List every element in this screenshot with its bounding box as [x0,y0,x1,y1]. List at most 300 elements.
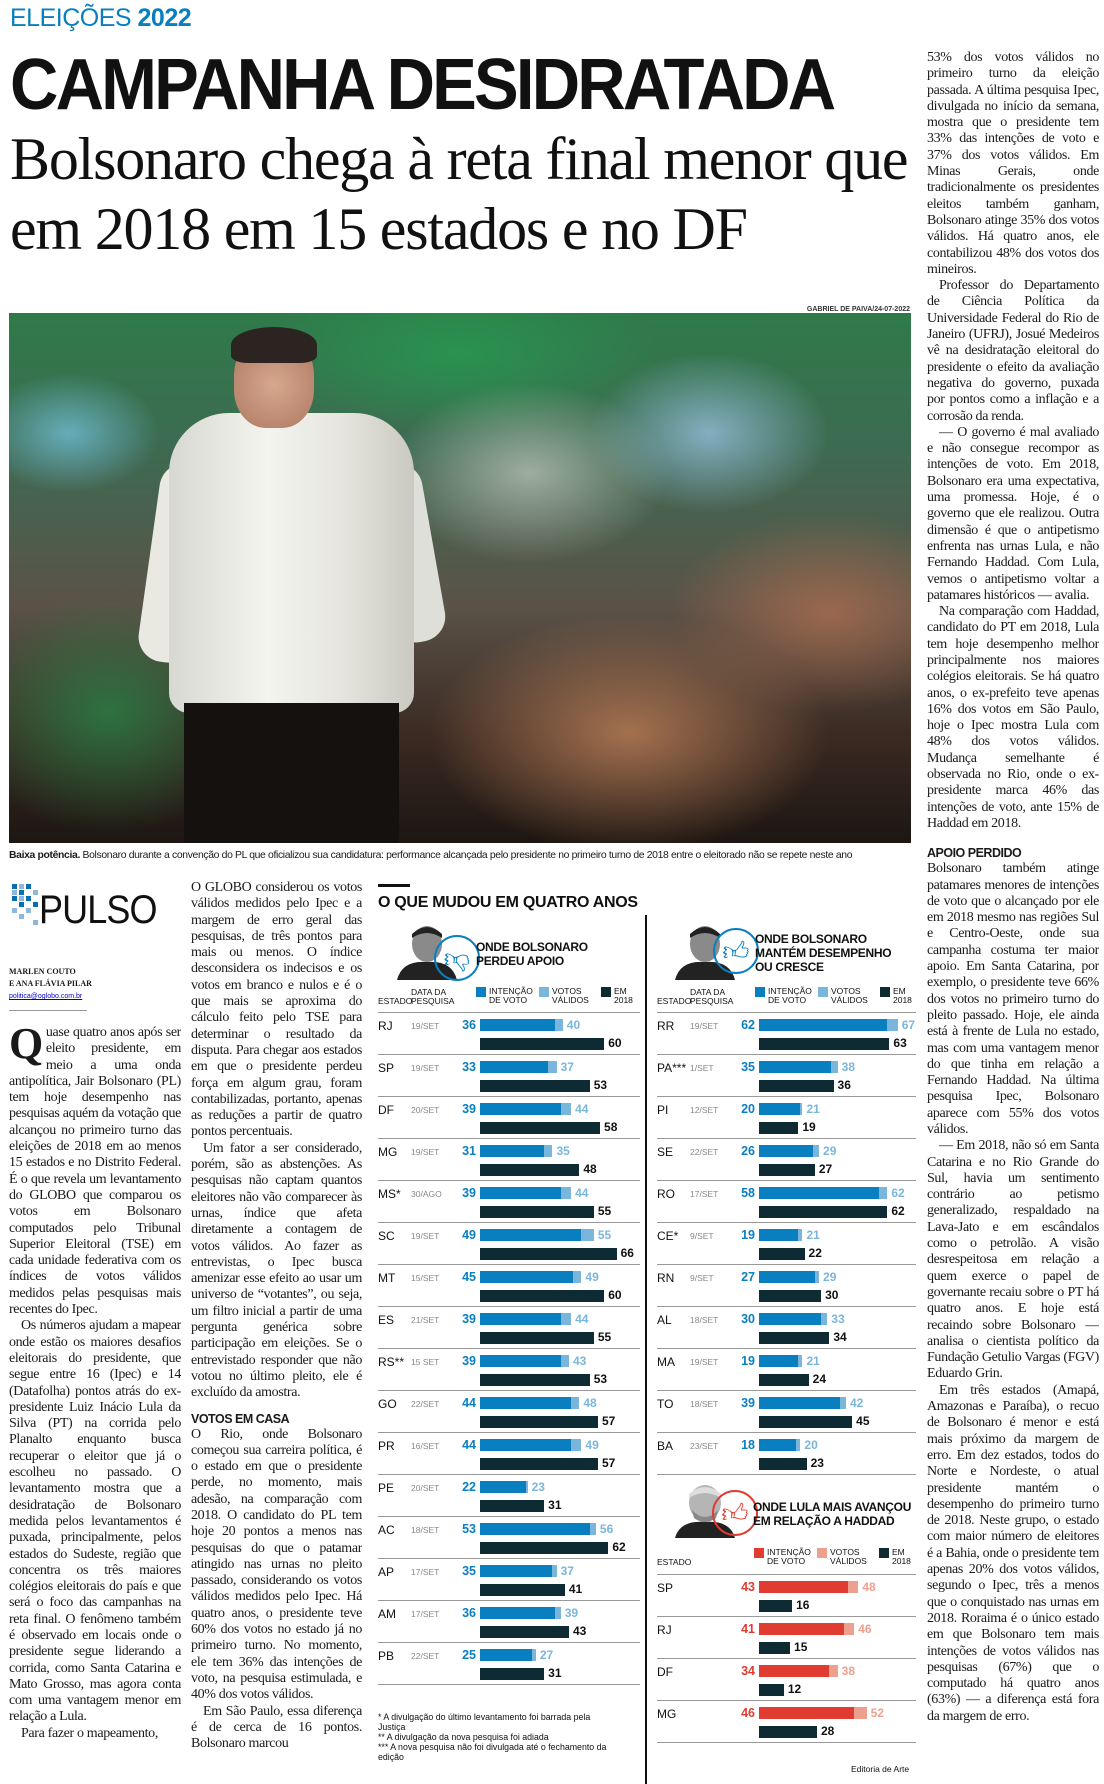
votes-2018-bar [480,1458,598,1470]
intent-bar [480,1397,571,1409]
chart-legend [378,987,640,1011]
valid-votes-value: 62 [891,1186,905,1200]
table-row [378,1600,640,1642]
votes-2018-bar [759,1038,889,1050]
votes-2018-bar [480,1542,608,1554]
survey-date: 19/SET [411,1063,440,1073]
state-label: PI [657,1103,669,1117]
table-row [378,1264,640,1306]
legend-intent: INTENÇÃO DE VOTO [754,1548,811,1566]
table-row [657,1222,916,1264]
legend-2018: EM 2018 [880,987,912,1005]
valid-votes-value: 52 [870,1706,884,1720]
thumbs-up-icon: 👍︎ [712,1490,758,1536]
legend-swatch [601,987,611,997]
main-photo [9,313,911,843]
votes-2018-bar [759,1416,852,1428]
legend-intent: INTENÇÃO DE VOTO [755,987,812,1005]
thumbs-down-icon: 👎︎ [434,935,480,981]
votes-2018-value: 31 [548,1498,562,1512]
section-heading: VOTOS EM CASA [191,1411,290,1426]
votes-2018-bar [480,1122,600,1134]
state-label: RJ [657,1623,672,1637]
divider [9,1010,87,1011]
valid-votes-value: 48 [862,1580,876,1594]
section-heading: APOIO PERDIDO [927,846,1022,861]
article-paragraph: Os números ajudam a mapear onde estão os maiores desafios eleitorais do presidente, que segue entre 16 (Ipec) e 14 (Datafolha) pontos atrás do ex-presidente Luiz Inácio Lula da Silva (PT) na corrida pelo Planalto enquanto busca recuperar o eleitor que já o escolheu no passado. O levantamento mostra que a desidratação de Bolsonaro medida pelos levantamentos é puxada, principalmente, pelos estados do Sudeste, região que concentra os três maiores colégios eleitorais do país e que será o foco das campanhas na reta final. O fenômeno também é observado em locais onde o presidente segue liderando a corrida, como Santa Catarina e Mato Grosso, mas agora conta com uma vantagem menor em relação a Lula. [9,1318,181,1725]
intent-bar [480,1439,571,1451]
state-label: CE* [657,1229,679,1243]
legend-valid: VOTOS VÁLIDOS [539,987,589,1005]
survey-date: 16/SET [411,1441,440,1451]
votes-2018-value: 28 [820,1724,835,1738]
photo-figure-pants [184,703,399,843]
votes-2018-bar [759,1122,798,1134]
votes-2018-bar [759,1684,784,1696]
votes-2018-bar [759,1248,805,1260]
article-paragraph: O Rio, onde Bolsonaro começou sua carreira política, é o estado em que o presidente perde, no momento, mais adesão, na comparação com 2018. O candidato do PL tem hoje 20 pontos a menos nas pesquisas do que o patamar atingido nas urnas no pleito passado, considerando os votos válidos medidos pelo Ipec. Há quatro anos, o presidente teve 60% dos votos no estado já no primeiro turno. No momento, ele tem 36% das intenções de voto, na pesquisa estimulada, e 40% dos votos válidos. [191,1426,362,1703]
article-column-2 [191,880,362,1784]
survey-date: 23/SET [690,1441,719,1451]
state-label: PB [378,1649,395,1663]
intent-bar [759,1019,887,1031]
intent-bar [759,1061,831,1073]
votes-2018-bar [759,1642,790,1654]
table-row [657,1616,916,1658]
state-label: AP [378,1565,395,1579]
state-label: SP [378,1061,395,1075]
intent-bar [480,1313,561,1325]
state-label: MS* [378,1187,401,1201]
votes-2018-bar [759,1080,834,1092]
article-paragraph: 53% dos votos válidos no primeiro turno da eleição passada. A última pesquisa Ipec, divulgada no início da semana, mostra que o presidente tem 33% das intenções de voto e 37% dos votos válidos. Em Minas Gerais, onde tradicionalmente os presidentes eleitos também ganham, Bolsonaro atinge 35% dos votos válidos. Há quatro anos, ele contabilizou 48% dos votos dos mineiros. [927,50,1099,277]
survey-date: 20/SET [411,1105,440,1115]
intent-bar [480,1481,526,1493]
article-paragraph: Em São Paulo, essa diferença é de cerca de 16 pontos. Bolsonaro marcou [191,1703,362,1752]
divider [657,1474,916,1475]
state-label: ES [378,1313,395,1327]
votes-2018-bar [480,1248,617,1260]
intent-value: 53 [462,1522,476,1536]
intent-bar [480,1271,573,1283]
intent-value: 22 [462,1480,476,1494]
votes-2018-value: 30 [825,1288,839,1302]
votes-2018-value: 58 [604,1120,618,1134]
photo-figure-shirt [169,413,414,713]
survey-date: 17/SET [411,1567,440,1577]
votes-2018-bar [480,1374,590,1386]
article-paragraph: Um fator a ser considerado, porém, são as abstenções. As pesquisas não captam quantos eleitores não vão comparecer às urnas, índice que afeta diretamente a contagem de votos válidos. Ao fazer as entrevistas, o Ipec busca amenizar esse efeito ao usar um universo de “votantes”, ou seja, um filtro inicial a partir de uma pergunta genérica sobre participação em eleições. Se o entrevistado responder que não votou no último pleito, ele é excluído da amostra. [191,1140,362,1401]
intent-bar [759,1623,844,1635]
intent-bar [480,1145,544,1157]
legend-date: DATA DA PESQUISA [690,987,734,1006]
valid-votes-value: 49 [585,1438,599,1452]
photo-caption: Baixa potência. Bolsonaro durante a convenção do PL que oficializou sua candidatura: performance alcançada pelo presidente no primeiro turno de 2018 entre o eleitorado não se repete neste ano [9,850,853,861]
table-row [657,1390,916,1432]
legend-swatch [880,987,890,997]
intent-bar [480,1523,590,1535]
state-label: BA [657,1439,674,1453]
intent-value: 49 [462,1228,476,1242]
survey-date: 9/SET [690,1273,714,1283]
intent-value: 35 [462,1564,476,1578]
article-paragraph: Em três estados (Amapá, Amazonas e Paraíba), o recuo de Bolsonaro é menor e está mais próximo da margem de erro. Em dez estados, todos do Norte e Nordeste, o atual presidente mantém o desempenho do primeiro turno de 2018. Neste grupo, o estado com maior número de eleitores é a Bahia, onde o presidente tem apenas 20% dos votos válidos, segundo o Ipec, três a menos que o conquistado nas urnas em 2018. Roraima é o único estado em que Bolsonaro tem mais intenções de votos válidos nas pesquisas (67%) que o computado há quatro anos (63%) — a diferença está fora da margem de erro. [927,1382,1099,1724]
state-label: MG [657,1707,677,1721]
article-column-1 [9,1025,181,1784]
votes-2018-bar [759,1164,815,1176]
votes-2018-bar [759,1726,817,1738]
survey-date: 15/SET [411,1273,440,1283]
state-label: MT [378,1271,396,1285]
votes-2018-value: 36 [837,1078,851,1092]
pulso-pixel-icon [9,882,39,938]
chart-legend [657,987,916,1011]
intent-value: 27 [741,1270,755,1284]
intent-value: 36 [462,1018,476,1032]
article-paragraph: Quase quatro anos após ser eleito presidente, em meio a uma onda antipolítica, Jair Bolsonaro (PL) tem hoje desempenho nas pesquisas aquém da votação que alcançou no primeiro turno das eleições de 2018 em ao menos 15 estados e no Distrito Federal. É o que revela um levantamento do GLOBO que comparou os votos em Bolsonaro computados pelo Tribunal Superior Eleitoral (TSE) em cada unidade federativa com os índices de votos válidos medidos pelas pesquisas mais recentes do Ipec. [9,1025,181,1318]
divider [645,915,647,1784]
votes-2018-value: 24 [812,1372,827,1386]
photo-figure-hair [231,327,317,363]
votes-2018-bar [759,1332,829,1344]
table-row [378,1306,640,1348]
state-label: AL [657,1313,672,1327]
table-row [657,1574,916,1616]
article-paragraph: — O governo é mal avaliado e não consegue recompor as intenções de voto. Em 2018, Bolsonaro era uma expectativa, uma promessa. Hoje, é o governo que ele realizou. Outra dimensão é que o antipetismo enfrenta nas urnas Lula, e não Fernando Haddad. Com Lula, vemos o antipetismo voltar a patamares históricos — avalia. [927,424,1099,603]
state-label: MA [657,1355,675,1369]
votes-2018-value: 53 [593,1372,608,1386]
intent-value: 18 [741,1438,755,1452]
table-row [378,1348,640,1390]
valid-votes-value: 20 [804,1438,818,1452]
votes-2018-value: 57 [601,1456,616,1470]
votes-2018-value: 66 [620,1246,634,1260]
table-row [378,1642,640,1684]
intent-value: 45 [462,1270,476,1284]
survey-date: 12/SET [690,1105,719,1115]
votes-2018-value: 53 [593,1078,608,1092]
survey-date: 19/SET [411,1231,440,1241]
legend-state: ESTADO [378,996,413,1006]
table-row [378,1054,640,1096]
intent-value: 36 [462,1606,476,1620]
valid-votes-value: 49 [585,1270,599,1284]
valid-votes-value: 38 [841,1664,856,1678]
votes-2018-bar [480,1500,544,1512]
state-label: PE [378,1481,395,1495]
valid-votes-value: 21 [806,1354,820,1368]
intent-value: 46 [741,1706,755,1720]
valid-votes-value: 38 [841,1060,856,1074]
intent-value: 43 [741,1580,755,1594]
votes-2018-value: 48 [583,1162,597,1176]
article-paragraph: Para fazer o mapeamento, [21,1725,158,1741]
votes-2018-value: 22 [808,1246,822,1260]
state-label: RO [657,1187,675,1201]
state-label: RS** [378,1355,405,1369]
intent-bar [480,1565,552,1577]
table-row [657,1348,916,1390]
votes-2018-value: 31 [548,1666,562,1680]
graphic-source: Editoria de Arte [851,1764,910,1774]
valid-votes-value: 27 [539,1648,554,1662]
intent-bar [759,1397,840,1409]
survey-date: 17/SET [411,1609,440,1619]
intent-bar [759,1581,848,1593]
section-tag: ELEIÇÕES 2022 [10,4,192,32]
intent-bar [759,1103,800,1115]
table-row [657,1138,916,1180]
survey-date: 19/SET [411,1147,440,1157]
votes-2018-value: 45 [856,1414,870,1428]
valid-votes-value: 33 [831,1312,845,1326]
intent-value: 31 [462,1144,476,1158]
intent-bar [759,1229,798,1241]
votes-2018-bar [759,1206,887,1218]
votes-2018-bar [480,1668,544,1680]
votes-2018-value: 19 [802,1120,816,1134]
divider [378,1684,640,1685]
intent-bar [480,1355,561,1367]
legend-intent: INTENÇÃO DE VOTO [476,987,533,1005]
survey-date: 15 SET [411,1357,440,1367]
chart-legend [657,1548,916,1572]
intent-value: 33 [462,1060,476,1074]
state-label: AC [378,1523,395,1537]
chart-subtitle: ONDE BOLSONARO PERDEU APOIO [476,940,588,968]
survey-date: 21/SET [411,1315,440,1325]
intent-value: 35 [741,1060,755,1074]
intent-value: 62 [741,1018,755,1032]
state-label: RJ [378,1019,393,1033]
votes-2018-value: 55 [597,1330,612,1344]
valid-votes-value: 44 [575,1186,589,1200]
votes-2018-bar [480,1290,604,1302]
intent-bar [480,1187,561,1199]
survey-date: 19/SET [411,1021,440,1031]
divider [378,884,410,887]
legend-swatch [476,987,486,997]
table-row [657,1054,916,1096]
intent-bar [480,1103,561,1115]
article-paragraph: O GLOBO considerou os votos válidos medidos pelo Ipec e a margem de erro geral das pesquisas, de três pontos para mais ou menos. O índice desconsidera os indecisos e os votos em branco e nulos e é o que mais se aproxima do cálculo feito pelo TSE para determinar o resultado da disputa. Para chegar aos estados em que o presidente perdeu força em algum grau, foram contabilizadas, portanto, apenas as reduções a partir de quatro pontos percentuais. [191,880,362,1140]
votes-2018-value: 62 [891,1204,905,1218]
survey-date: 22/SET [690,1147,719,1157]
valid-votes-value: 37 [560,1564,574,1578]
state-label: DF [378,1103,394,1117]
article-paragraph: Na comparação com Haddad, candidato do PT em 2018, Lula tem hoje desempenho melhor principalmente nos maiores colégios eleitorais. Se há quatro anos, o ex-prefeito teve apenas 16% dos votos em São Paulo, hoje o Ipec mostra Lula com 48% dos votos válidos. Mudança semelhante é observada no Rio, onde o ex-presidente marca 46% das intenções de voto, ante 15% de Haddad em 2018. [927,604,1099,831]
survey-date: 22/SET [411,1651,440,1661]
article-paragraph: Professor do Departamento de Ciência Política da Universidade Federal do Rio de Janeiro (UFRJ), Josué Medeiros vê na desidratação eleitoral do presidente o efeito da avaliação negativa do governo, puxada por pontos como a inflação e a corrosão da renda. [927,278,1099,424]
legend-2018: EM 2018 [879,1548,911,1566]
state-label: GO [378,1397,397,1411]
votes-2018-value: 27 [818,1162,833,1176]
votes-2018-bar [480,1626,569,1638]
drop-cap: Q [9,1025,43,1068]
intent-value: 44 [462,1396,476,1410]
votes-2018-bar [759,1600,792,1612]
legend-swatch [817,1548,827,1558]
state-label: SP [657,1581,674,1595]
valid-votes-value: 48 [583,1396,597,1410]
table-row [657,1306,916,1348]
article-column-3 [927,50,1099,1784]
legend-2018: EM 2018 [601,987,633,1005]
table-row [378,1516,640,1558]
valid-votes-value: 37 [560,1060,574,1074]
votes-2018-value: 16 [796,1598,810,1612]
votes-2018-bar [480,1416,598,1428]
state-label: PR [378,1439,395,1453]
table-row [378,1012,640,1054]
intent-value: 19 [741,1354,755,1368]
table-row [378,1180,640,1222]
state-label: RN [657,1271,675,1285]
valid-votes-value: 40 [566,1018,581,1032]
intent-bar [759,1187,879,1199]
survey-date: 18/SET [690,1315,719,1325]
legend-swatch [754,1548,764,1558]
author-email-link[interactable]: politica@oglobo.com.br [9,993,83,1000]
survey-date: 20/SET [411,1483,440,1493]
votes-2018-bar [480,1080,590,1092]
votes-2018-value: 23 [810,1456,824,1470]
valid-votes-value: 56 [599,1522,614,1536]
graphic-title: O QUE MUDOU EM QUATRO ANOS [378,894,638,911]
intent-bar [759,1707,854,1719]
intent-value: 25 [462,1648,476,1662]
votes-2018-bar [480,1164,579,1176]
votes-2018-value: 43 [573,1624,587,1638]
votes-2018-value: 55 [597,1204,612,1218]
table-row [378,1474,640,1516]
votes-2018-bar [759,1458,807,1470]
subheadline: Bolsonaro chega à reta final menor que em 2018 em 15 estados e no DF [10,126,908,262]
table-row [657,1012,916,1054]
valid-votes-value: 35 [556,1144,570,1158]
votes-2018-value: 60 [608,1288,622,1302]
table-row [657,1096,916,1138]
votes-2018-value: 57 [601,1414,616,1428]
intent-bar [759,1313,821,1325]
intent-value: 39 [462,1102,476,1116]
state-label: TO [657,1397,674,1411]
divider [657,1742,916,1743]
legend-swatch [818,987,828,997]
valid-votes-value: 39 [564,1606,579,1620]
valid-votes-value: 55 [597,1228,612,1242]
survey-date: 19/SET [690,1357,719,1367]
votes-2018-value: 60 [608,1036,622,1050]
table-row [657,1264,916,1306]
intent-bar [480,1607,555,1619]
valid-votes-value: 29 [823,1270,837,1284]
intent-value: 30 [741,1312,755,1326]
votes-2018-value: 41 [568,1582,583,1596]
intent-bar [759,1355,798,1367]
intent-bar [759,1145,813,1157]
chart-subtitle: ONDE BOLSONARO MANTÉM DESEMPENHO OU CRESCE [755,932,892,974]
votes-2018-bar [480,1332,594,1344]
intent-bar [759,1439,796,1451]
votes-2018-bar [480,1584,565,1596]
votes-2018-value: 62 [612,1540,626,1554]
intent-value: 41 [741,1622,755,1636]
table-row [657,1700,916,1742]
legend-date: DATA DA PESQUISA [411,987,455,1006]
intent-value: 34 [741,1664,755,1678]
intent-bar [759,1665,829,1677]
state-label: SE [657,1145,674,1159]
legend-swatch [879,1548,889,1558]
votes-2018-bar [480,1206,594,1218]
table-row [378,1222,640,1264]
intent-value: 19 [741,1228,755,1242]
votes-2018-value: 34 [833,1330,847,1344]
state-label: AM [378,1607,396,1621]
intent-bar [480,1061,548,1073]
legend-state: ESTADO [657,1557,692,1567]
footnotes: * A divulgação do último levantamento foi barrada pela Justiça ** A divulgação da nova pesquisa foi adiada *** A nova pesquisa não foi divulgada até o fechamento da edição [378,1712,607,1762]
state-label: DF [657,1665,673,1679]
votes-2018-value: 15 [794,1640,808,1654]
chart-subtitle: ONDE LULA MAIS AVANÇOU EM RELAÇÃO A HADDAD [753,1500,912,1528]
valid-votes-value: 44 [575,1102,589,1116]
legend-valid: VOTOS VÁLIDOS [817,1548,867,1566]
state-label: SC [378,1229,395,1243]
legend-valid: VOTOS VÁLIDOS [818,987,868,1005]
votes-2018-bar [480,1038,604,1050]
table-row [657,1658,916,1700]
table-row [378,1558,640,1600]
intent-value: 39 [741,1396,755,1410]
survey-date: 17/SET [690,1189,719,1199]
survey-date: 22/SET [411,1399,440,1409]
valid-votes-value: 67 [901,1018,916,1032]
intent-bar [480,1229,581,1241]
article-paragraph: Bolsonaro também atinge patamares menores de intenções de voto que o alcançado por ele em 2018 mesmo nas regiões Sul e Centro-Oeste, onde sua campanha costuma ter maior apoio. Em Santa Catarina, por exemplo, o presidente teve 66% dos votos no primeiro turno do pleito passado. Hoje, ele ainda está à frente de Lula no estado, mas com uma vantagem menor do que tinha em relação a Fernando Haddad. Na última pesquisa Ipec, Bolsonaro aparece com 55% dos votos válidos. [927,861,1099,1137]
intent-bar [759,1271,815,1283]
legend-state: ESTADO [657,996,692,1006]
valid-votes-value: 44 [575,1312,589,1326]
table-row [657,1180,916,1222]
intent-value: 39 [462,1312,476,1326]
intent-value: 39 [462,1186,476,1200]
table-row [378,1432,640,1474]
state-label: RR [657,1019,675,1033]
headline: CAMPANHA DESIDRATADA [10,45,834,125]
valid-votes-value: 46 [858,1622,872,1636]
survey-date: 18/SET [690,1399,719,1409]
legend-swatch [539,987,549,997]
valid-votes-value: 21 [806,1102,820,1116]
intent-bar [480,1019,555,1031]
photo-credit: GABRIEL DE PAIVA/24-07-2022 [806,306,910,313]
state-label: PA*** [657,1061,687,1075]
valid-votes-value: 23 [531,1480,545,1494]
votes-2018-bar [759,1290,821,1302]
intent-bar [480,1649,532,1661]
intent-value: 44 [462,1438,476,1452]
survey-date: 18/SET [411,1525,440,1535]
table-row [657,1432,916,1474]
table-row [378,1138,640,1180]
votes-2018-value: 63 [893,1036,907,1050]
legend-swatch [755,987,765,997]
state-label: MG [378,1145,398,1159]
article-paragraph: — Em 2018, não só em Santa Catarina e no Rio Grande do Sul, havia um sentimento contrário ao petismo generalizado, respaldado na Lava-Jato e em escândalos como o petrolão. A visão desrespeitosa em relação a quem exerce o papel de governante recaiu sobre o PT há quatro anos. E hoje está recaindo sobre Bolsonaro — analisa o cientista político da Fundação Getulio Vargas (FGV) Eduardo Grin. [927,1138,1099,1382]
table-row [378,1390,640,1432]
